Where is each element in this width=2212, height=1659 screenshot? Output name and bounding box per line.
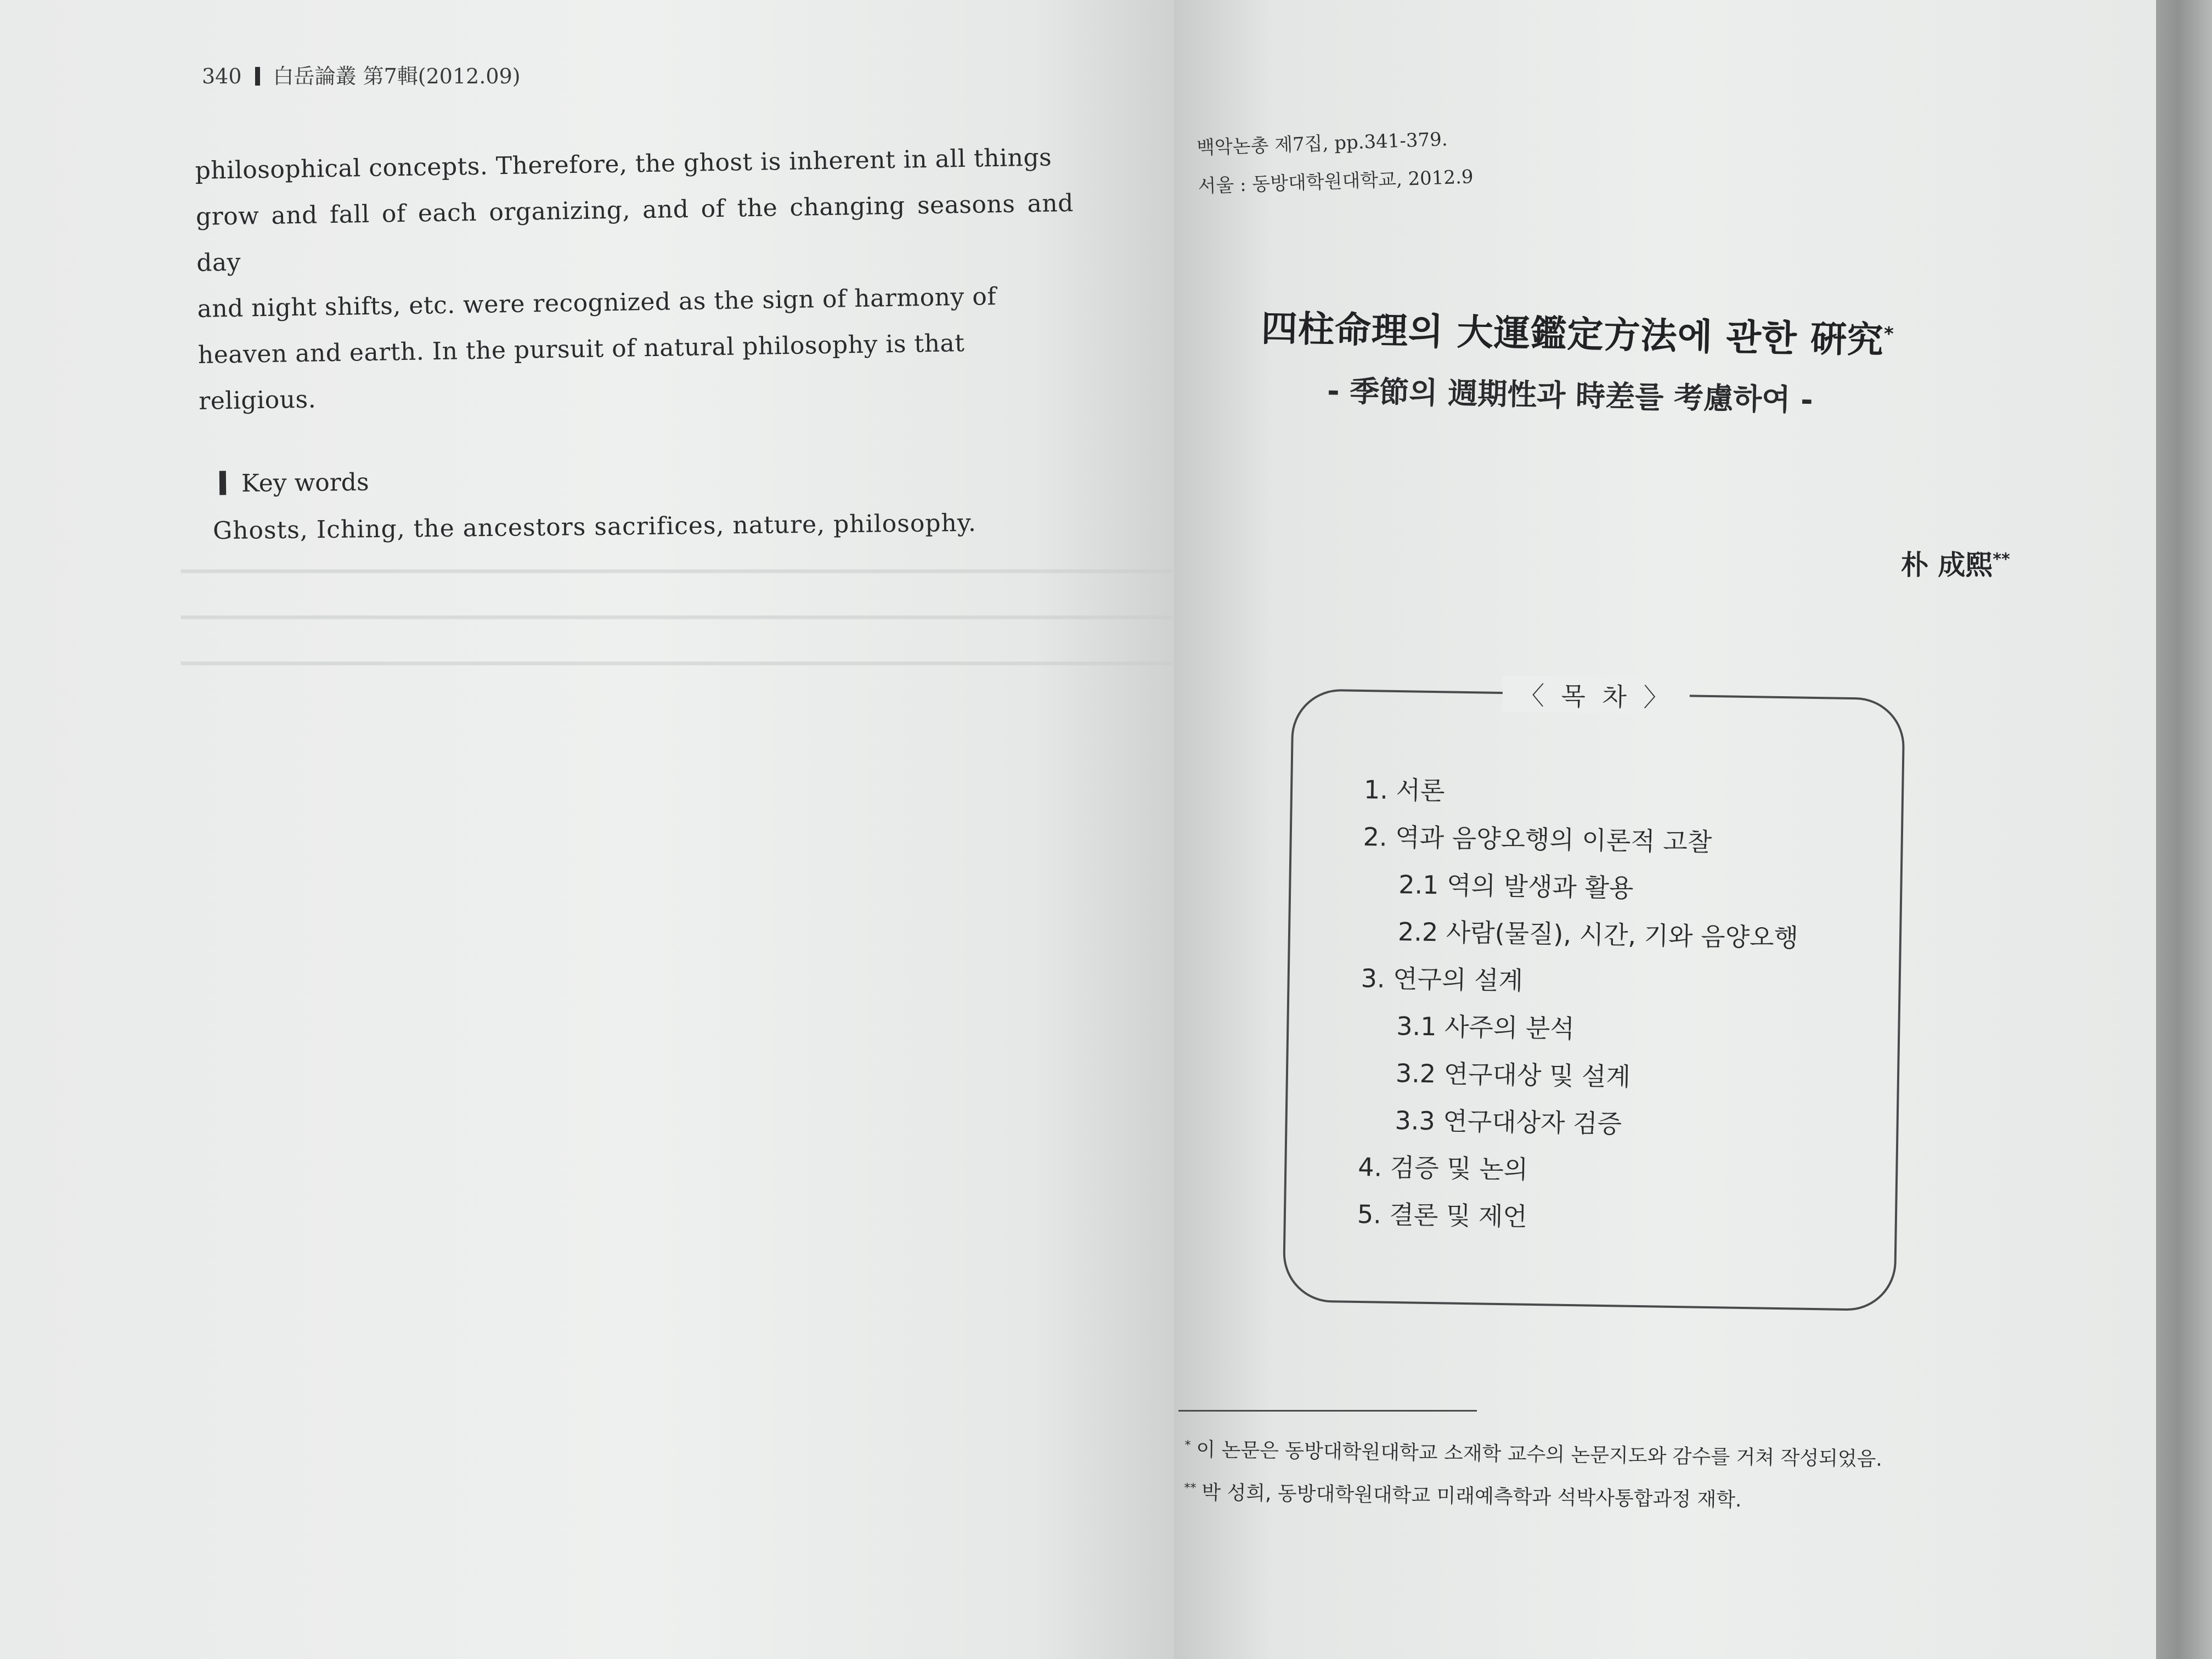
author-footnote-mark: ** — [1993, 550, 2010, 569]
footnotes — [1184, 1426, 1883, 1522]
footnote-mark: ** — [1184, 1481, 1197, 1496]
keywords-list: Ghosts, Iching, the ancestors sacrifices, nature, philosophy. — [212, 509, 977, 545]
footnote-mark: * — [1184, 1438, 1191, 1453]
table-of-contents — [1282, 680, 1905, 1311]
author-name-text: 朴 成熙 — [1901, 549, 1993, 581]
toc-item: 3. 연구의 설계 — [1361, 963, 1523, 996]
running-head — [202, 59, 521, 89]
section-marker — [219, 471, 226, 495]
footnote-text: 박 성희, 동방대학원대학교 미래예측학과 석박사통합과정 재학. — [1201, 1481, 1742, 1512]
paper-title-text: 四柱命理의 大運鑑定方法에 관한 硏究 — [1261, 307, 1884, 362]
abstract-line: and night shifts, etc. were recognized as the sign of harmony of — [197, 283, 997, 323]
bleed-through-text: ━━━━━━━━━━━━━━━━━━━━━━━━━━━━━━━━━━━━━━━━━━━━━━━━━━━━━━━━━━━━━━━━━━━━━━━━━━━ ━━━━━━━━━━━━━━━━━━━━━━━━━━━━━━━━━━━━━━━━━━━━━━━━━━━━━━━━━━━━━━━━━━━━━━━━━━━ ━━━━━━━━━━━━━━━━━━━━━━━━━━━━━━━━━━━━━━━━━━━━━━━━━━━━━━━━━━━━━━━━━━━━━━━━━━━ — [181, 559, 1172, 676]
abstract-line: philosophical concepts. Therefore, the ghost is inherent in all things — [195, 143, 1052, 185]
title-footnote-mark: * — [1883, 323, 1895, 346]
toc-subitem: 3.2 연구대상 및 설계 — [1395, 1058, 1631, 1092]
toc-item: 5. 결론 및 제언 — [1357, 1199, 1528, 1232]
toc-subitem: 3.1 사주의 분석 — [1396, 1011, 1575, 1044]
journal-reference-line: 백악논총 제7집, pp.341-379. — [1196, 128, 1448, 159]
abstract-line: religious. — [198, 385, 317, 415]
toc-heading: 〈 목 차 〉 — [1502, 675, 1690, 714]
journal-name: 白岳論叢 第7輯(2012.09) — [273, 64, 521, 88]
footnote-divider — [1178, 1410, 1477, 1412]
keywords-heading — [219, 469, 369, 498]
page-stack-edge — [2156, 0, 2212, 1659]
footnote-text: 이 논문은 동방대학원대학교 소재학 교수의 논문지도와 감수를 거쳐 작성되었음. — [1196, 1438, 1883, 1471]
abstract-line: heaven and earth. In the pursuit of natural philosophy is that — [198, 329, 965, 369]
running-head-divider — [255, 67, 260, 86]
author-name — [1901, 543, 2010, 583]
toc-subitem: 2.1 역의 발생과 활용 — [1398, 870, 1634, 903]
abstract-line: grow and fall of each organizing, and of the changing seasons and day — [195, 189, 1074, 277]
paper-subtitle: - 季節의 週期性과 時差를 考慮하여 - — [1327, 373, 1814, 417]
journal-reference-line: 서울 : 동방대학원대학교, 2012.9 — [1197, 166, 1474, 198]
page-number: 340 — [202, 64, 242, 88]
toc-item: 4. 검증 및 논의 — [1357, 1152, 1528, 1184]
toc-item: 1. 서론 — [1363, 775, 1445, 806]
abstract-text — [195, 134, 1077, 425]
toc-subitem: 3.3 연구대상자 검증 — [1395, 1105, 1622, 1139]
toc-subitem: 2.2 사람(물질), 시간, 기와 음양오행 — [1397, 917, 1799, 953]
toc-item: 2. 역과 음양오행의 이론적 고찰 — [1363, 822, 1712, 857]
journal-reference — [1196, 119, 1474, 205]
toc-list — [1357, 766, 1801, 1244]
keywords-heading-label: Key words — [241, 468, 369, 498]
